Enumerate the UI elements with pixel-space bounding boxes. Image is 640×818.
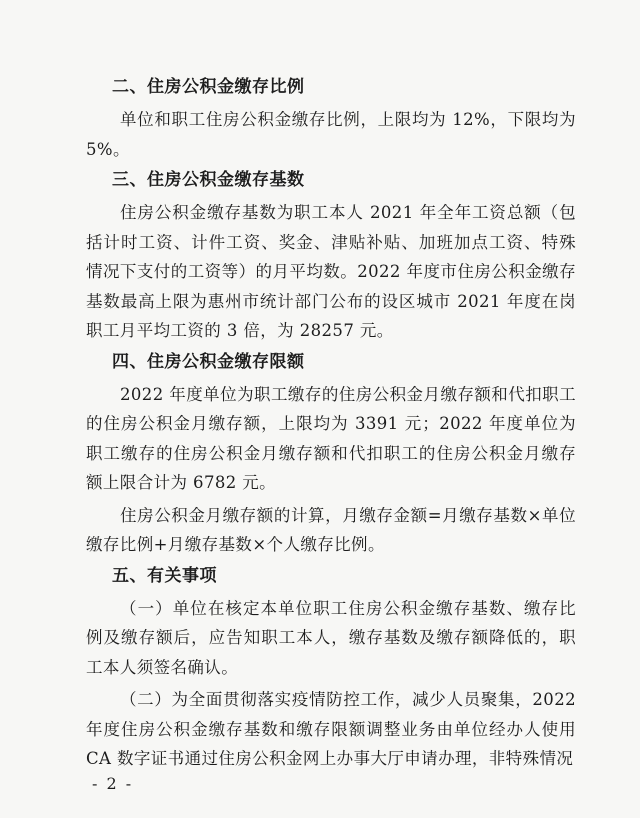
section-heading: 四、住房公积金缴存限额 (112, 351, 305, 372)
paragraph: 2022 年度单位为职工缴存的住房公积金月缴存额和代扣职工的住房公积金月缴存额，上限均为 3391 元；2022 年度单位为职工缴存的住房公积金月缴存额和代扣职工的住房公积金月缴存额上限合计为 6782 元。 (86, 384, 576, 492)
paragraph: （二）为全面贯彻落实疫情防控工作，减少人员聚集，2022 年度住房公积金缴存基数和缴存限额调整业务由单位经办人使用 CA 数字证书通过住房公积金网上办事大厅申请办理，非特殊情况 (86, 690, 576, 768)
document-body (86, 74, 576, 777)
section-contribution-ratio (86, 74, 576, 164)
paragraph: 住房公积金月缴存额的计算，月缴存金额=月缴存基数×单位缴存比例+月缴存基数×个人缴存比例。 (86, 505, 576, 554)
section-heading: 三、住房公积金缴存基数 (112, 170, 305, 190)
section-contribution-base (86, 167, 576, 346)
section-related-matters (86, 563, 576, 774)
paragraph: （一）单位在核定本单位职工住房公积金缴存基数、缴存比例及缴存额后，应告知职工本人，缴存基数及缴存额降低的，职工本人须签名确认。 (86, 598, 576, 677)
section-heading: 二、住房公积金缴存比例 (112, 77, 305, 97)
paragraph: 住房公积金缴存基数为职工本人 2021 年全年工资总额（包括计时工资、计件工资、奖金、津贴补贴、加班加点工资、特殊情况下支付的工资等）的月平均数。2022 年度市住房公积金缴存基数最高上限为惠州市统计部门公布的设区城市 2021 年度在岗职工月平均工资的 3 倍，为 28257 元。 (86, 203, 576, 340)
section-heading: 五、有关事项 (112, 565, 217, 586)
section-contribution-limit (86, 349, 576, 560)
page-number: - 2 - (92, 774, 134, 793)
paragraph: 单位和职工住房公积金缴存比例，上限均为 12%，下限均为 5%。 (86, 110, 576, 159)
